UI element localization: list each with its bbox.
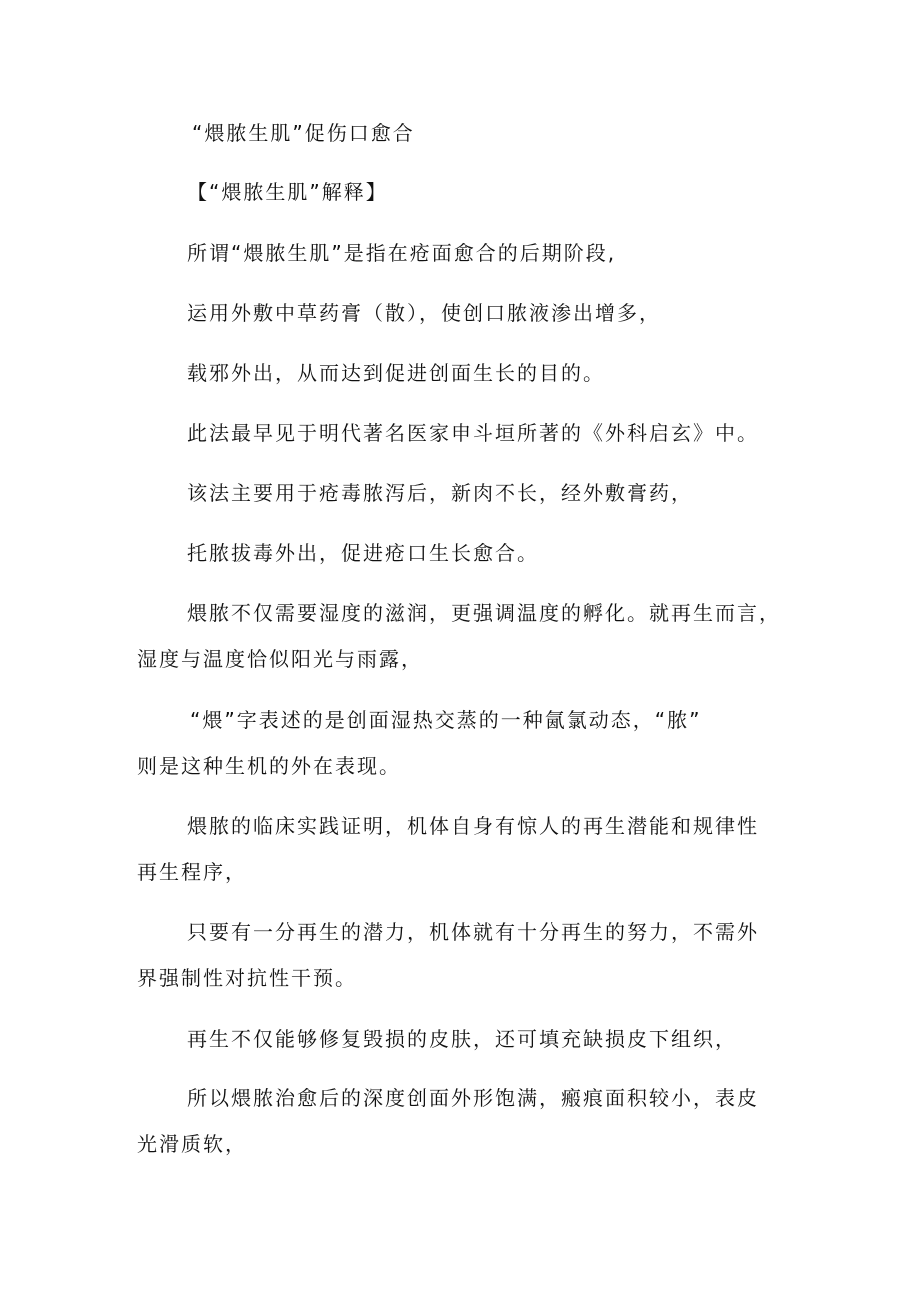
paragraph-line: 再生程序， bbox=[137, 860, 247, 884]
paragraph-line: 托脓拔毒外出，促进疮口生长愈合。 bbox=[187, 541, 539, 565]
paragraph-line: 运用外敷中草药膏（散），使创口脓液渗出增多， bbox=[187, 301, 661, 325]
paragraph-line: 界强制性对抗性干预。 bbox=[137, 966, 357, 990]
paragraph-line: 光滑质软， bbox=[137, 1132, 247, 1156]
paragraph-line: 煨脓的临床实践证明，机体自身有惊人的再生潜能和规律性 bbox=[187, 814, 759, 838]
paragraph-line: 则是这种生机的外在表现。 bbox=[137, 754, 401, 778]
paragraph-line: 所以煨脓治愈后的深度创面外形饱满，瘢痕面积较小，表皮 bbox=[187, 1086, 759, 1110]
paragraph-line: 湿度与温度恰似阳光与雨露， bbox=[137, 647, 423, 671]
paragraph-line: 所谓“煨脓生肌”是指在疮面愈合的后期阶段, bbox=[187, 241, 617, 265]
document-title: “煨脓生肌”促伤口愈合 bbox=[192, 121, 415, 145]
section-heading: 【“煨脓生肌”解释】 bbox=[187, 180, 388, 204]
paragraph-line: 再生不仅能够修复毁损的皮肤，还可填充缺损皮下组织， bbox=[187, 1027, 737, 1051]
paragraph-line: 该法主要用于疮毒脓泻后，新肉不长，经外敷膏药， bbox=[187, 481, 693, 505]
paragraph-line: 载邪外出，从而达到促进创面生长的目的。 bbox=[187, 361, 605, 385]
paragraph-line: 煨脓不仅需要湿度的滋润，更强调温度的孵化。就再生而言， bbox=[187, 601, 781, 625]
paragraph-line: 只要有一分再生的潜力，机体就有十分再生的努力，不需外 bbox=[187, 920, 759, 944]
paragraph-line: 此法最早见于明代著名医家申斗垣所著的《外科启玄》中。 bbox=[187, 421, 759, 445]
paragraph-line: “煨”字表述的是创面湿热交蒸的一种氤氯动态，“脓” bbox=[190, 708, 702, 732]
